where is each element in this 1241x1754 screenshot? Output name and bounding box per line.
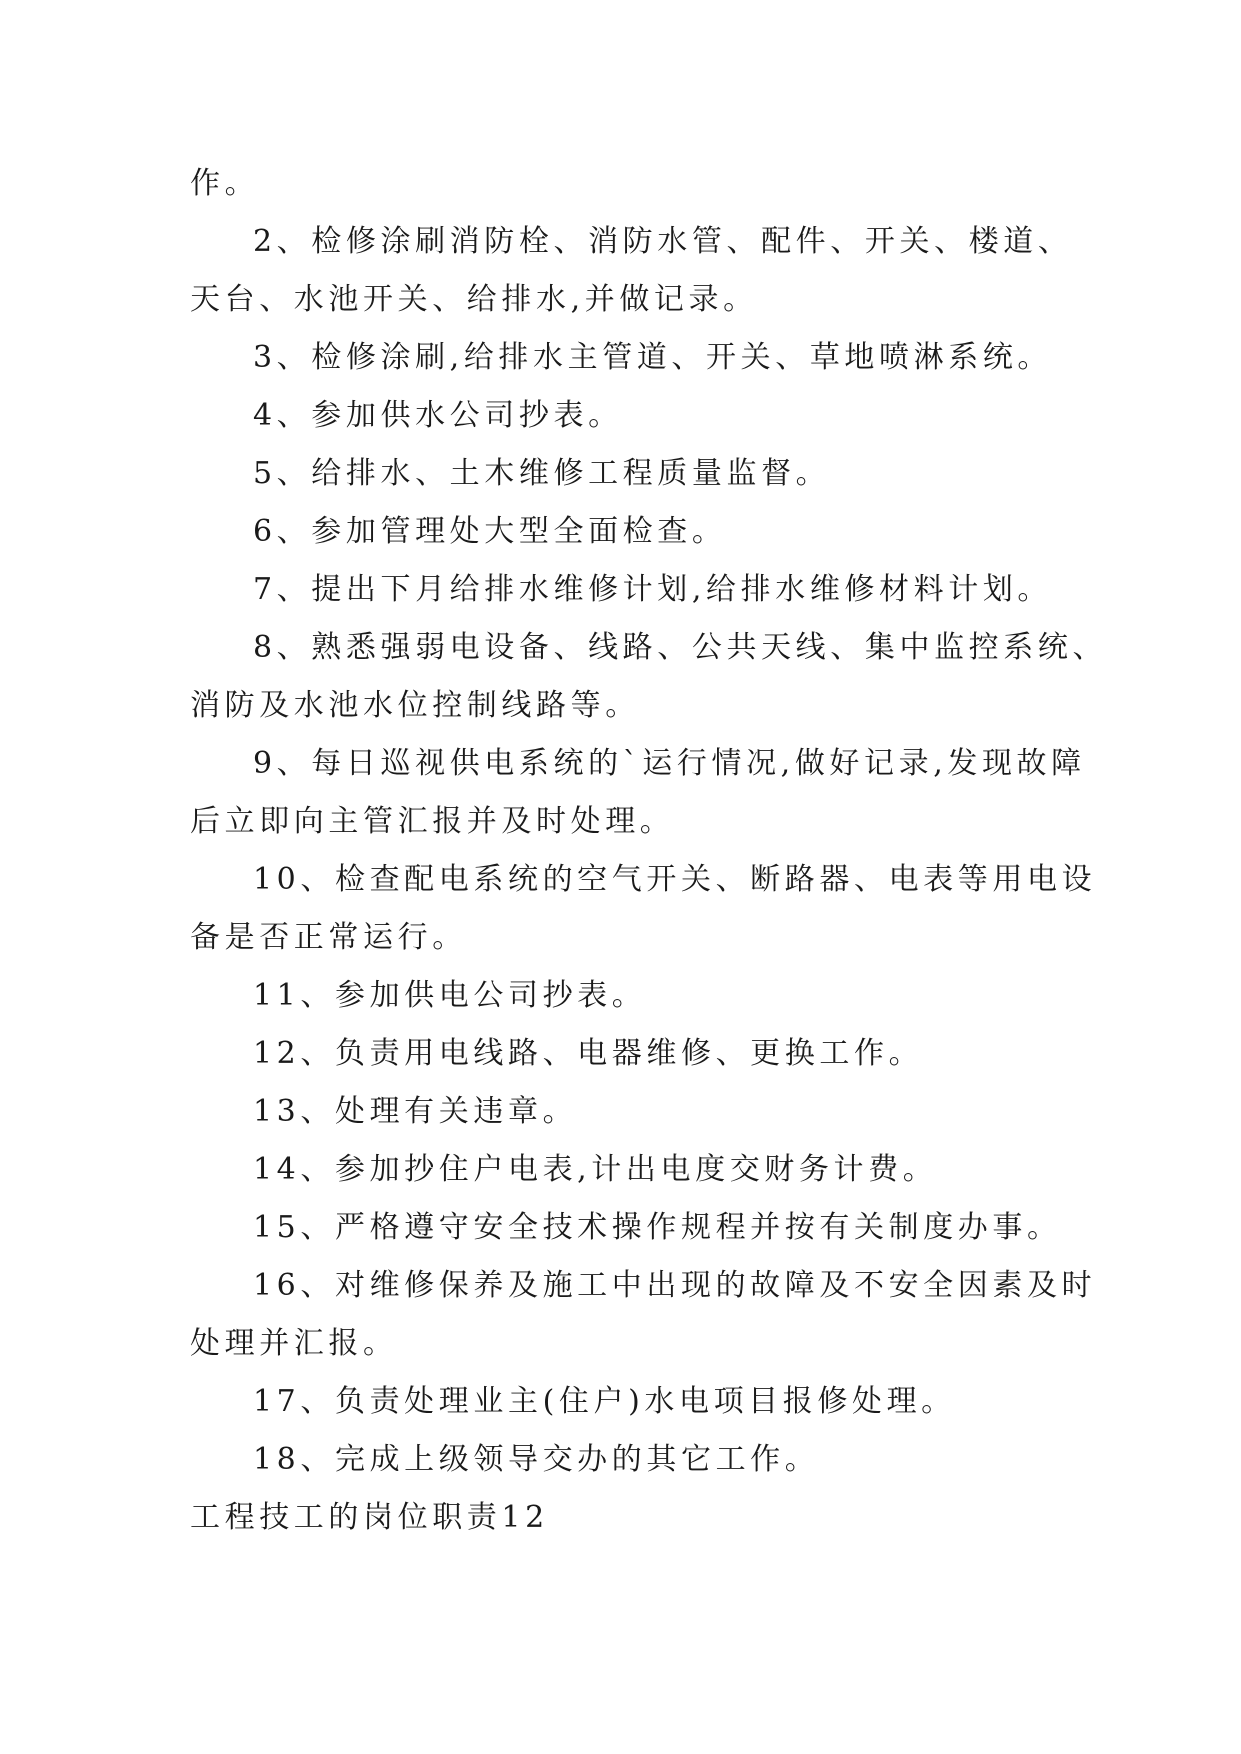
list-item-10: 10、检查配电系统的空气开关、断路器、电表等用电设 <box>253 862 1097 897</box>
list-item-18: 18、完成上级领导交办的其它工作。 <box>253 1442 820 1477</box>
list-item-5: 5、给排水、土木维修工程质量监督。 <box>253 456 831 491</box>
text-line: 备是否正常运行。 <box>190 920 467 955</box>
list-item-8: 8、熟悉强弱电设备、线路、公共天线、集中监控系统、 <box>253 630 1108 665</box>
list-item-17: 17、负责处理业主(住户)水电项目报修处理。 <box>253 1384 956 1419</box>
text-line: 作。 <box>190 166 260 201</box>
text-line: 后立即向主管汇报并及时处理。 <box>190 804 675 839</box>
list-item-2: 2、检修涂刷消防栓、消防水管、配件、开关、楼道、 <box>253 224 1073 259</box>
list-item-14: 14、参加抄住户电表,计出电度交财务计费。 <box>253 1152 938 1187</box>
text-line: 天台、水池开关、给排水,并做记录。 <box>190 282 758 317</box>
list-item-16: 16、对维修保养及施工中出现的故障及不安全因素及时 <box>253 1268 1097 1303</box>
list-item-6: 6、参加管理处大型全面检查。 <box>253 514 727 549</box>
list-item-4: 4、参加供水公司抄表。 <box>253 398 623 433</box>
list-item-3: 3、检修涂刷,给排水主管道、开关、草地喷淋系统。 <box>253 340 1053 375</box>
document-body <box>190 155 1108 1547</box>
list-item-15: 15、严格遵守安全技术操作规程并按有关制度办事。 <box>253 1210 1062 1245</box>
section-heading: 工程技工的岗位职责12 <box>190 1500 549 1535</box>
list-item-9: 9、每日巡视供电系统的`运行情况,做好记录,发现故障 <box>253 746 1086 781</box>
list-item-7: 7、提出下月给排水维修计划,给排水维修材料计划。 <box>253 572 1053 607</box>
text-line: 消防及水池水位控制线路等。 <box>190 688 640 723</box>
list-item-12: 12、负责用电线路、电器维修、更换工作。 <box>253 1036 924 1071</box>
list-item-11: 11、参加供电公司抄表。 <box>253 978 647 1013</box>
list-item-13: 13、处理有关违章。 <box>253 1094 578 1129</box>
text-line: 处理并汇报。 <box>190 1326 398 1361</box>
